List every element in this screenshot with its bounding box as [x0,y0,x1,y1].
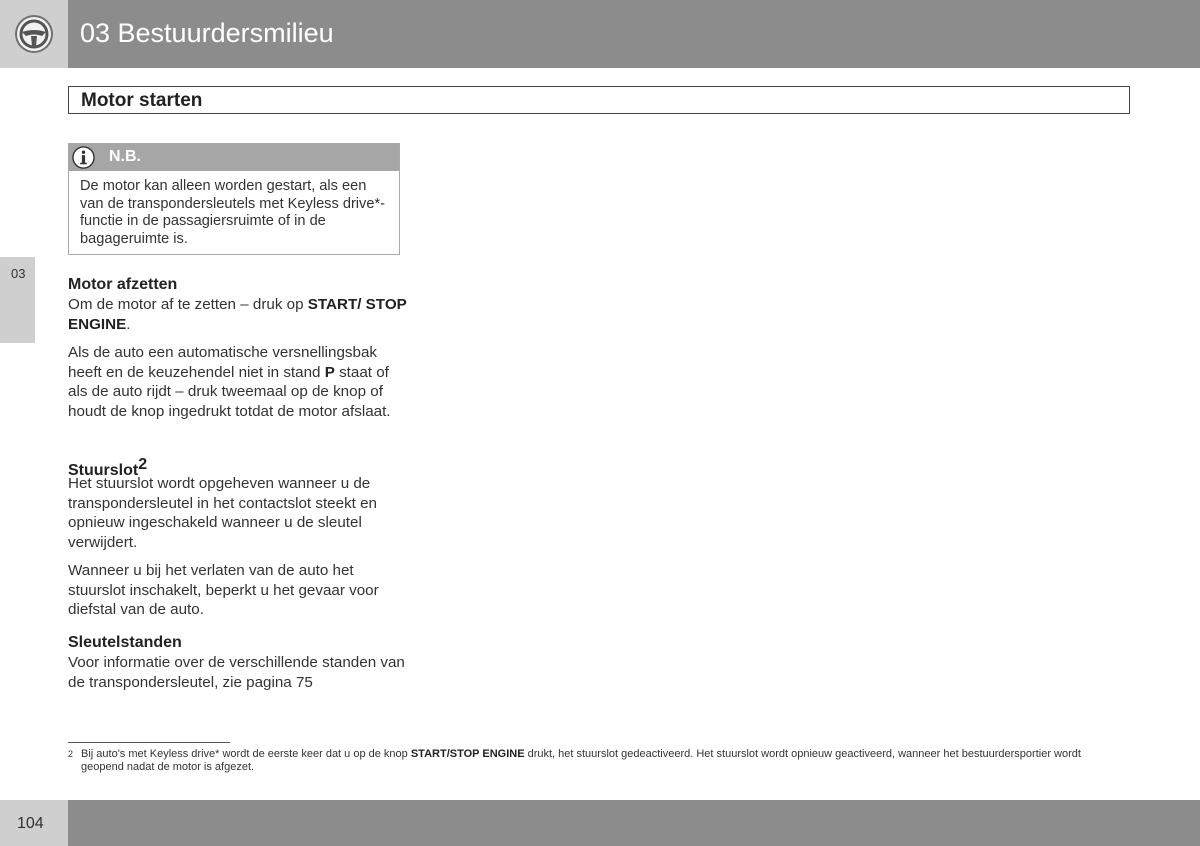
note-text: De motor kan alleen worden gestart, als een van de transpondersleutels met Keyless drive*-functie in de passagiersruimte of in de bagageruimte is. [80,178,386,247]
header-icon-area [0,0,68,68]
page-number: 104 [17,815,44,832]
footnote-ref: 2 [138,456,148,473]
stuurslot-heading: Stuurslot$^2$ [68,456,148,480]
section-title-box [68,86,1130,114]
stuurslot-paragraph-2: Wanneer u bij het verlaten van de auto het stuurslot inschakelt, beperkt u het gevaar voor diefstal van de auto. [68,562,379,619]
note-label: N.B. [109,148,141,165]
sleutelstanden-heading: Sleutelstanden [68,634,182,651]
steering-wheel-icon [14,14,54,54]
footnote-number: 2 [68,749,74,759]
chapter-title: 03 Bestuurdersmilieu [80,18,334,48]
note-header [69,144,399,171]
footer-bar [68,800,1200,846]
sleutelstanden-paragraph: Voor informatie over de verschillende standen van de transpondersleutel, zie pagina 75 [68,654,405,691]
section-title: Motor starten [81,90,203,111]
chapter-tab-number: 03 [11,266,26,281]
info-icon [72,146,95,169]
footnote-text: Bij auto's met Keyless drive* wordt de eerste keer dat u op de knop START/STOP ENGINE drukt, het stuurslot gedeactiveerd. Het stuurslot wordt opnieuw geactiveerd, wanneer het bestuurdersportier wordt geopend nadat de motor is afgezet. [81,748,1081,773]
motor-afzetten-heading: Motor afzetten [68,276,178,293]
motor-afzetten-paragraph-2: Als de auto een automatische versnellingsbak heeft en de keuzehendel niet in stand P staat of als de auto rijdt – druk tweemaal op de knop of houdt de knop ingedrukt totdat de motor afslaat. [68,344,391,420]
footnote-divider [68,742,230,743]
chapter-tab [0,257,35,343]
note-box [68,143,400,255]
stuurslot-paragraph-1: Het stuurslot wordt opgeheven wanneer u de transpondersleutel in het contactslot steekt en opnieuw ingeschakeld wanneer u de sleutel verwijdert. [68,475,378,551]
motor-afzetten-paragraph-1: Om de motor af te zetten – druk op START/ STOP ENGINE. [68,296,407,333]
